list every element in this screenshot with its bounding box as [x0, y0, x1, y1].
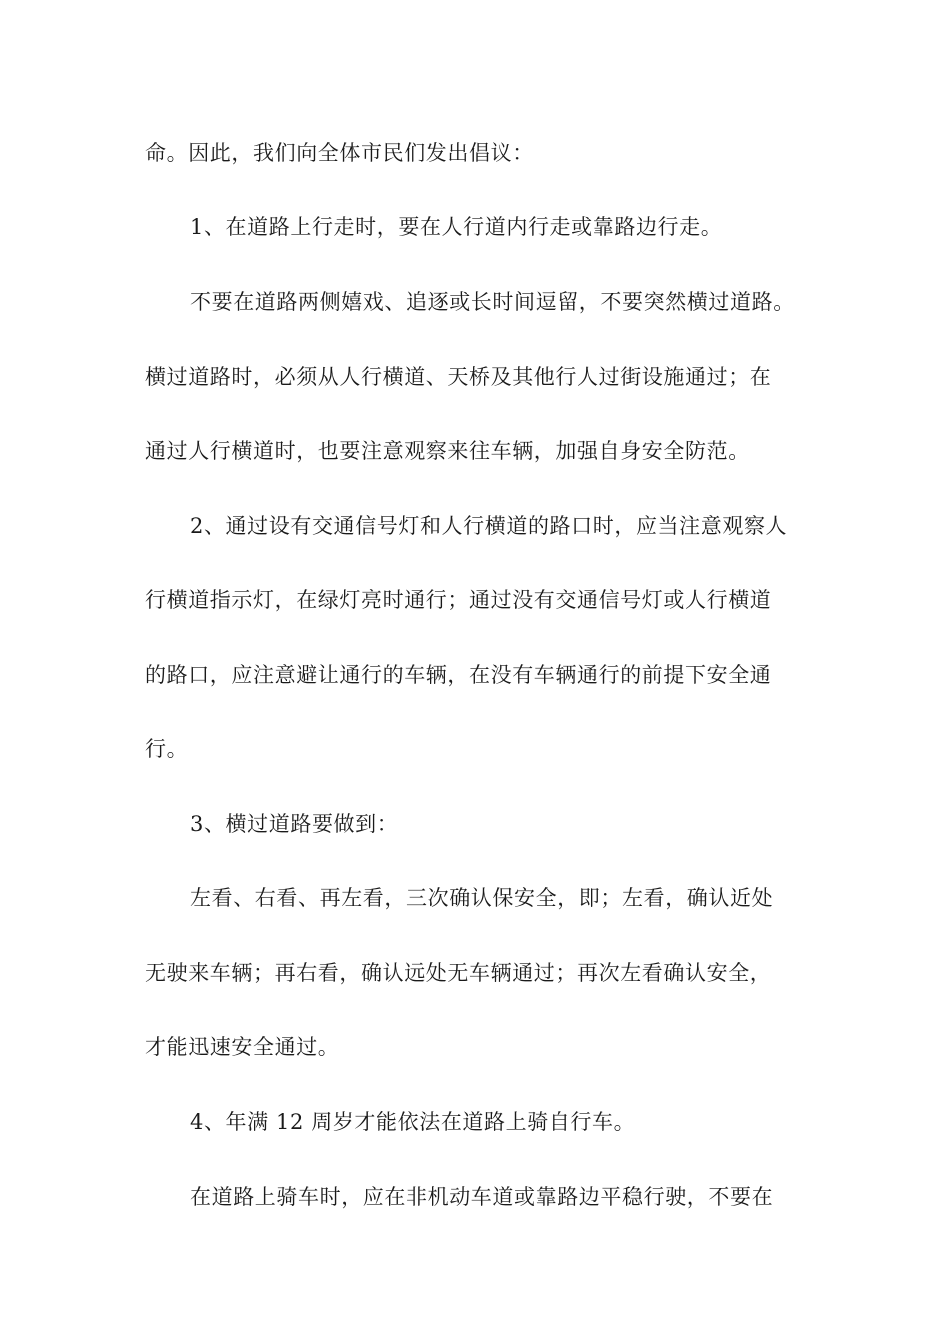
text-line: 在道路上骑车时，应在非机动车道或靠路边平稳行驶，不要在 — [190, 1185, 774, 1209]
text-line: 不要在道路两侧嬉戏、追逐或长时间逗留，不要突然横过道路。 — [190, 290, 795, 314]
text-line: 的路口，应注意避让通行的车辆，在没有车辆通行的前提下安全通 — [145, 663, 772, 687]
text-line: 1、在道路上行走时，要在人行道内行走或靠路边行走。 — [190, 215, 723, 239]
text-line: 行横道指示灯，在绿灯亮时通行；通过没有交通信号灯或人行横道 — [145, 588, 772, 612]
text-line: 才能迅速安全通过。 — [145, 1035, 340, 1059]
text-line: 命。因此，我们向全体市民们发出倡议： — [145, 141, 534, 165]
text-line: 无驶来车辆；再右看，确认远处无车辆通过；再次左看确认安全， — [145, 961, 772, 985]
text-line: 3、横过道路要做到： — [190, 812, 399, 836]
text-line: 通过人行横道时，也要注意观察来往车辆，加强自身安全防范。 — [145, 439, 750, 463]
text-line: 2、通过设有交通信号灯和人行横道的路口时，应当注意观察人 — [190, 514, 788, 538]
text-line: 行。 — [145, 737, 189, 761]
text-line: 横过道路时，必须从人行横道、天桥及其他行人过街设施通过；在 — [145, 365, 772, 389]
text-line: 左看、右看、再左看，三次确认保安全，即；左看，确认近处 — [190, 886, 774, 910]
text-line: 4、年满 12 周岁才能依法在道路上骑自行车。 — [190, 1110, 636, 1134]
